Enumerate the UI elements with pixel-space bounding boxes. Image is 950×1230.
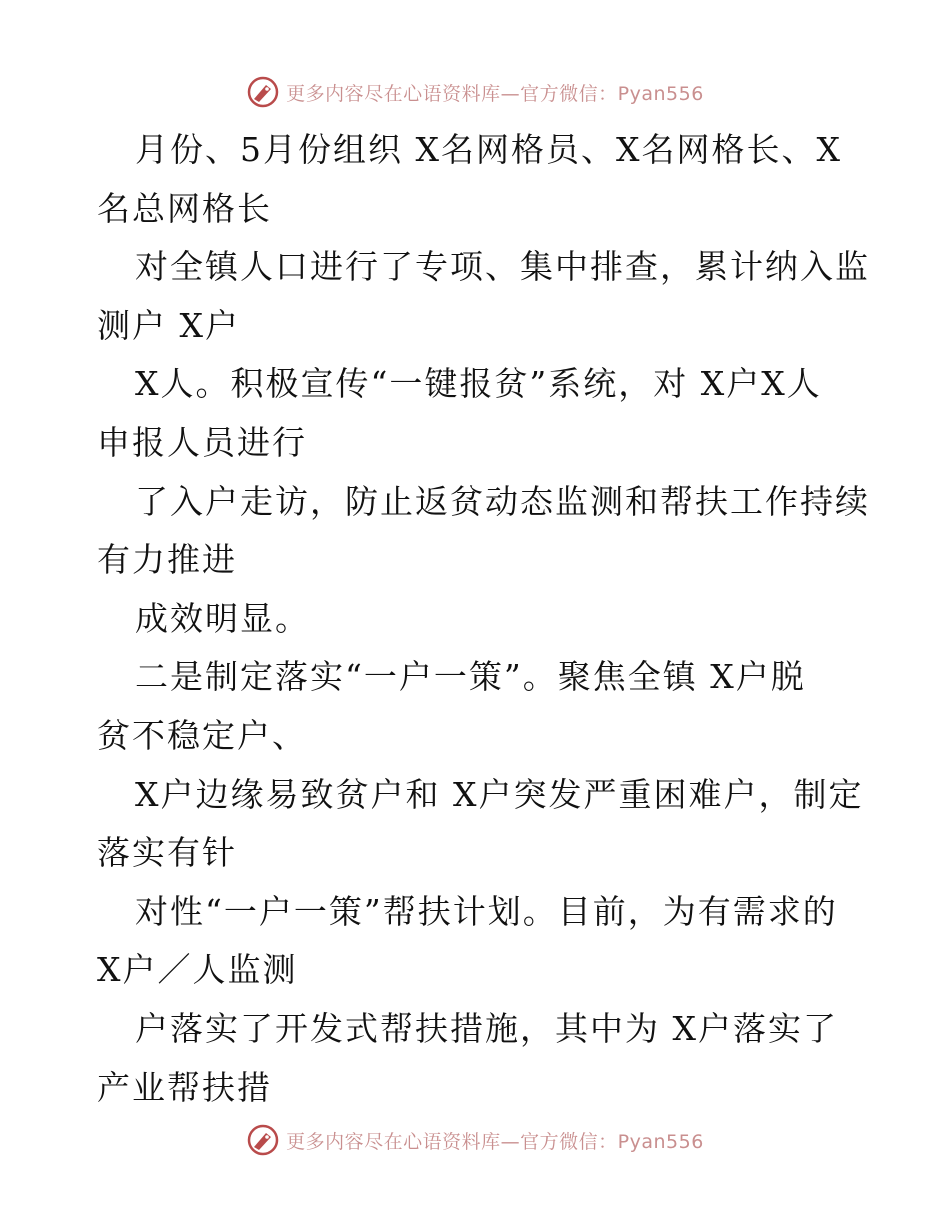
text-line: 贫不稳定户、 [97,715,307,755]
watermark-text: 更多内容尽在心语资料库—官方微信：Pyan556 [286,82,704,105]
text-line: 对全镇人口进行了专项、集中排查，累计纳入监 [135,247,870,287]
pen-nib-circle-icon [246,75,280,109]
document-body [97,121,870,1117]
text-line: 户落实了开发式帮扶措施，其中为 X户落实了 [135,1008,838,1048]
text-line: 成效明显。 [135,598,310,638]
text-line: 申报人员进行 [97,422,307,462]
text-line: 有力推进 [97,540,237,580]
watermark-footer [0,1120,950,1160]
text-line: 月份、5月份组织 X名网格员、X名网格长、X [135,130,842,169]
text-line: 产业帮扶措 [97,1067,272,1107]
text-line: X户边缘易致贫户和 X户突发严重困难户，制定 [135,774,864,814]
watermark-text: 更多内容尽在心语资料库—官方微信：Pyan556 [286,1130,704,1153]
text-line: 名总网格长 [97,188,272,228]
text-line: X人。积极宣传“一键报贫”系统，对 X户X人 [135,364,822,404]
text-line: 二是制定落实“一户一策”。聚焦全镇 X户脱 [135,657,806,697]
text-line: 落实有针 [97,833,237,873]
text-line: X户／人监测 [97,950,298,990]
text-line: 了入户走访，防止返贫动态监测和帮扶工作持续 [135,481,870,521]
text-line: 对性“一户一策”帮扶计划。目前，为有需求的 [135,891,838,931]
text-line: 测户 X户 [97,305,240,345]
watermark-header [0,72,950,112]
pen-nib-circle-icon [246,1123,280,1157]
